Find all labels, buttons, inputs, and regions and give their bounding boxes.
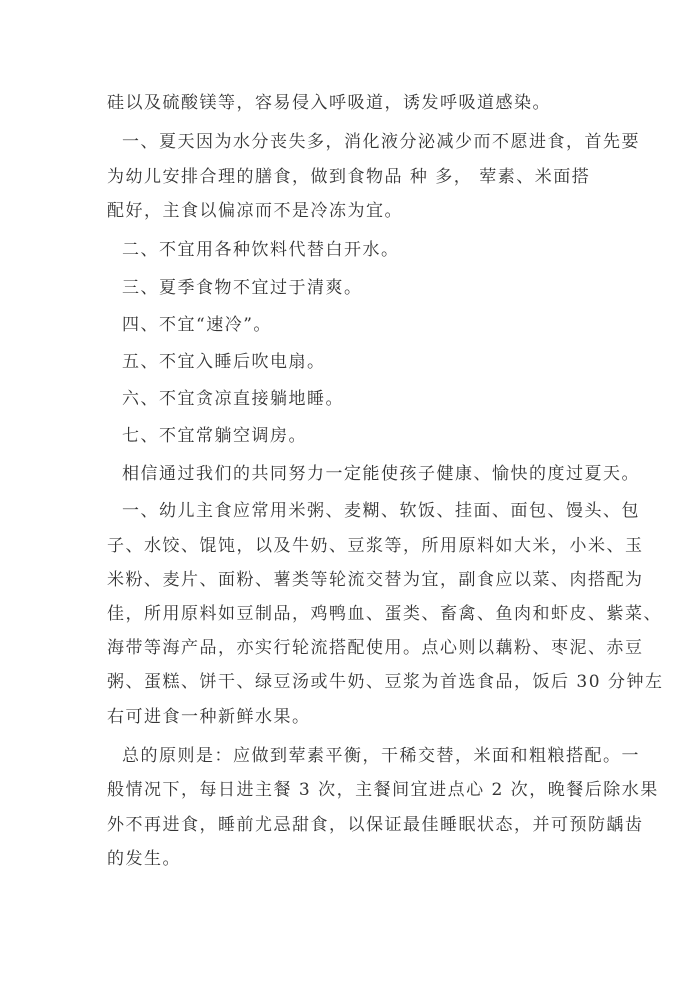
text-line-13: 子、水饺、馄饨，以及牛奶、豆浆等，所用原料如大米，小米、玉: [107, 536, 644, 556]
text-line-3: 为幼儿安排合理的膳食，做到食物品 种 多， 荤素、米面搭: [107, 167, 591, 187]
text-line-20: 般情况下，每日进主餐 3 次，主餐间宜进点心 2 次，晚餐后除水果: [107, 780, 659, 800]
text-line-15: 佳，所用原料如豆制品，鸡鸭血、蛋类、畜禽、鱼肉和虾皮、紫菜、: [107, 604, 662, 624]
text-line-18: 右可进食一种新鲜水果。: [107, 707, 311, 727]
text-line-4: 配好，主食以偏凉而不是冷冻为宜。: [107, 201, 403, 221]
text-line-19: 总的原则是：应做到荤素平衡，干稀交替，米面和粗粮搭配。一: [122, 746, 640, 766]
text-line-14: 米粉、麦片、面粉、薯类等轮流交替为宜，副食应以菜、肉搭配为: [107, 570, 644, 590]
text-line-21: 外不再进食，睡前尤忌甜食，以保证最佳睡眠状态，并可预防龋齿: [107, 815, 644, 835]
text-line-11: 相信通过我们的共同努力一定能使孩子健康、愉快的度过夏天。: [122, 464, 640, 484]
text-line-8: 五、不宜入睡后吹电扇。: [122, 352, 326, 372]
text-line-5: 二、不宜用各种饮料代替白开水。: [122, 240, 400, 260]
text-line-2: 一、夏天因为水分丧失多，消化液分泌减少而不愿进食，首先要: [122, 132, 640, 152]
text-line-6: 三、夏季食物不宜过于清爽。: [122, 278, 363, 298]
text-line-7: 四、不宜“速冷”。: [122, 315, 272, 335]
text-line-9: 六、不宜贪凉直接躺地睡。: [122, 389, 344, 409]
text-line-16: 海带等海产品，亦实行轮流搭配使用。点心则以藕粉、枣泥、赤豆: [107, 638, 644, 658]
text-line-17: 粥、蛋糕、饼干、绿豆汤或牛奶、豆浆为首选食品，饭后 30 分钟左: [107, 672, 664, 692]
text-line-1: 硅以及硫酸镁等，容易侵入呼吸道，诱发呼吸道感染。: [107, 93, 551, 113]
text-line-22: 的发生。: [107, 849, 181, 869]
text-line-12: 一、幼儿主食应常用米粥、麦糊、软饭、挂面、面包、馒头、包: [122, 501, 640, 521]
text-line-10: 七、不宜常躺空调房。: [122, 426, 307, 446]
